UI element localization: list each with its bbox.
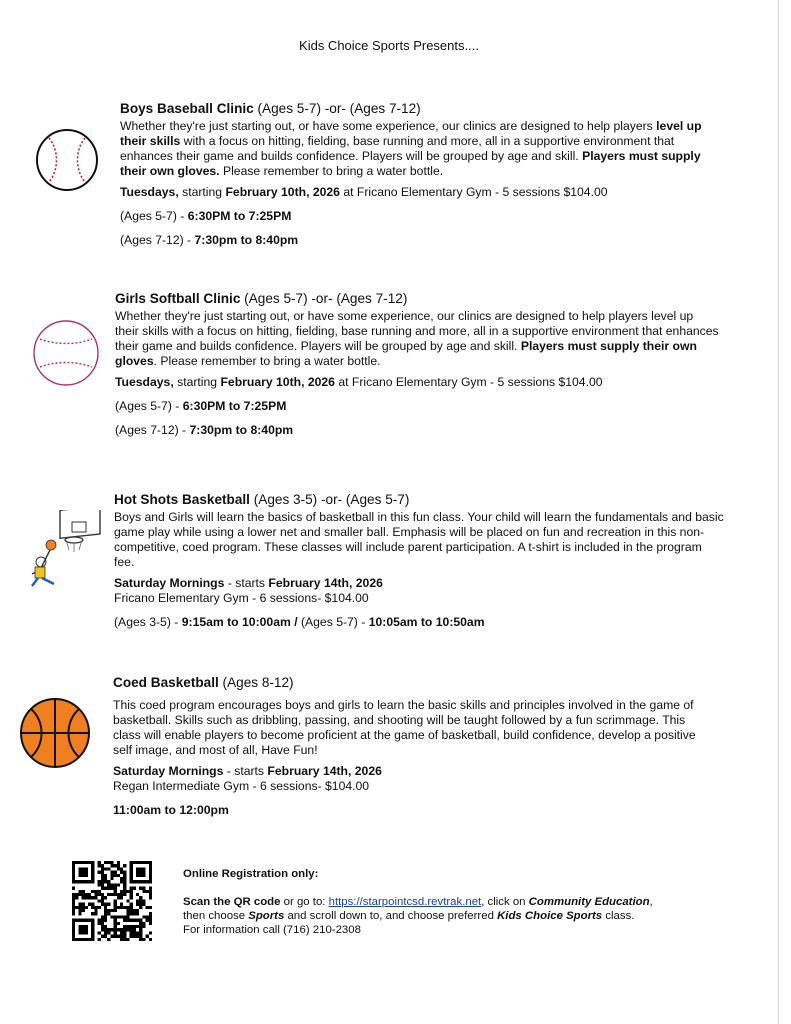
section-title: Hot Shots Basketball (Ages 3-5) -or- (Ages 5-7) bbox=[114, 492, 410, 507]
section-description: Whether they're just starting out, or have some experience, our clinics are designed to help players level up their skills with a focus on hitting, fielding, base running and more, all in a supportive environment that enhances their game and builds confidence. Players will be grouped by age and skill. Players must supply their own gloves. Please remember to bring a water bottle. bbox=[120, 119, 702, 178]
registration-heading: Online Registration only: bbox=[183, 868, 319, 880]
section-boys-baseball bbox=[120, 101, 720, 248]
registration-line-2: then choose Sports and scroll down to, and choose preferred Kids Choice Sports class. bbox=[183, 910, 635, 922]
section-description: Boys and Girls will learn the basics of basketball in this fun class. Your child will learn the fundamentals and basic game play while using a lower net and smaller ball. Emphasis will be placed on fun and recreation in this non-competitive, coed program. These classes will include parent participation. A t-shirt is included in the program fee. bbox=[114, 510, 724, 569]
page-title: Kids Choice Sports Presents.... bbox=[299, 38, 479, 53]
section-coed-basketball bbox=[113, 675, 713, 818]
basketball-icon bbox=[19, 697, 91, 769]
child-basketball-hoop-icon bbox=[24, 510, 106, 592]
time-line: (Ages 3-5) - 9:15am to 10:00am / (Ages 5-7) - 10:05am to 10:50am bbox=[114, 615, 485, 629]
section-title: Coed Basketball (Ages 8-12) bbox=[113, 675, 294, 690]
schedule-line: Saturday Mornings - starts February 14th, 2026 bbox=[113, 764, 382, 778]
time-line: (Ages 7-12) - 7:30pm to 8:40pm bbox=[120, 233, 299, 247]
softball-icon bbox=[32, 319, 100, 387]
section-description: This coed program encourages boys and girls to learn the basic skills and principles involved in the game of basketball. Skills such as dribbling, passing, and shooting will be taught followed by a fun scrimmage. This class will enable players to become proficient at the game of basketball, build confidence, develop a positive self image, and most of all, Have Fun! bbox=[113, 698, 696, 757]
registration-link[interactable]: https://starpointcsd.revtrak.net bbox=[328, 896, 482, 908]
schedule-line: Tuesdays, starting February 10th, 2026 at Fricano Elementary Gym - 5 sessions $104.00 bbox=[120, 185, 608, 199]
time-line: (Ages 5-7) - 6:30PM to 7:25PM bbox=[115, 399, 287, 413]
schedule-line: Tuesdays, starting February 10th, 2026 at Fricano Elementary Gym - 5 sessions $104.00 bbox=[115, 375, 603, 389]
registration-phone: For information call (716) 210-2308 bbox=[183, 924, 361, 936]
page-edge-line bbox=[778, 0, 779, 1024]
time-line: (Ages 7-12) - 7:30pm to 8:40pm bbox=[115, 423, 294, 437]
registration-info bbox=[183, 867, 653, 937]
section-title: Girls Softball Clinic (Ages 5-7) -or- (Ages 7-12) bbox=[115, 291, 408, 306]
section-hot-shots-basketball bbox=[114, 492, 724, 630]
time-line: 11:00am to 12:00pm bbox=[113, 803, 229, 817]
registration-line-1: Scan the QR code or go to: https://starpointcsd.revtrak.net, click on Community Education, bbox=[183, 896, 653, 908]
section-title: Boys Baseball Clinic (Ages 5-7) -or- (Ages 7-12) bbox=[120, 101, 421, 116]
section-girls-softball bbox=[115, 291, 720, 438]
section-description: Whether they're just starting out, or have some experience, our clinics are designed to help players level up their skills with a focus on hitting, fielding, base running and more, all in a supportive environment that enhances their game and builds confidence. Players will be grouped by age and skill. Players must supply their own gloves. Please remember to bring a water bottle. bbox=[115, 309, 719, 368]
schedule-line: Saturday Mornings - starts February 14th, 2026 bbox=[114, 576, 383, 590]
location-line: Fricano Elementary Gym - 6 sessions- $104.00 bbox=[114, 591, 369, 605]
time-line: (Ages 5-7) - 6:30PM to 7:25PM bbox=[120, 209, 292, 223]
location-line: Regan Intermediate Gym - 6 sessions- $104.00 bbox=[113, 779, 370, 793]
qr-code-icon[interactable] bbox=[72, 861, 152, 941]
baseball-icon bbox=[35, 128, 99, 192]
